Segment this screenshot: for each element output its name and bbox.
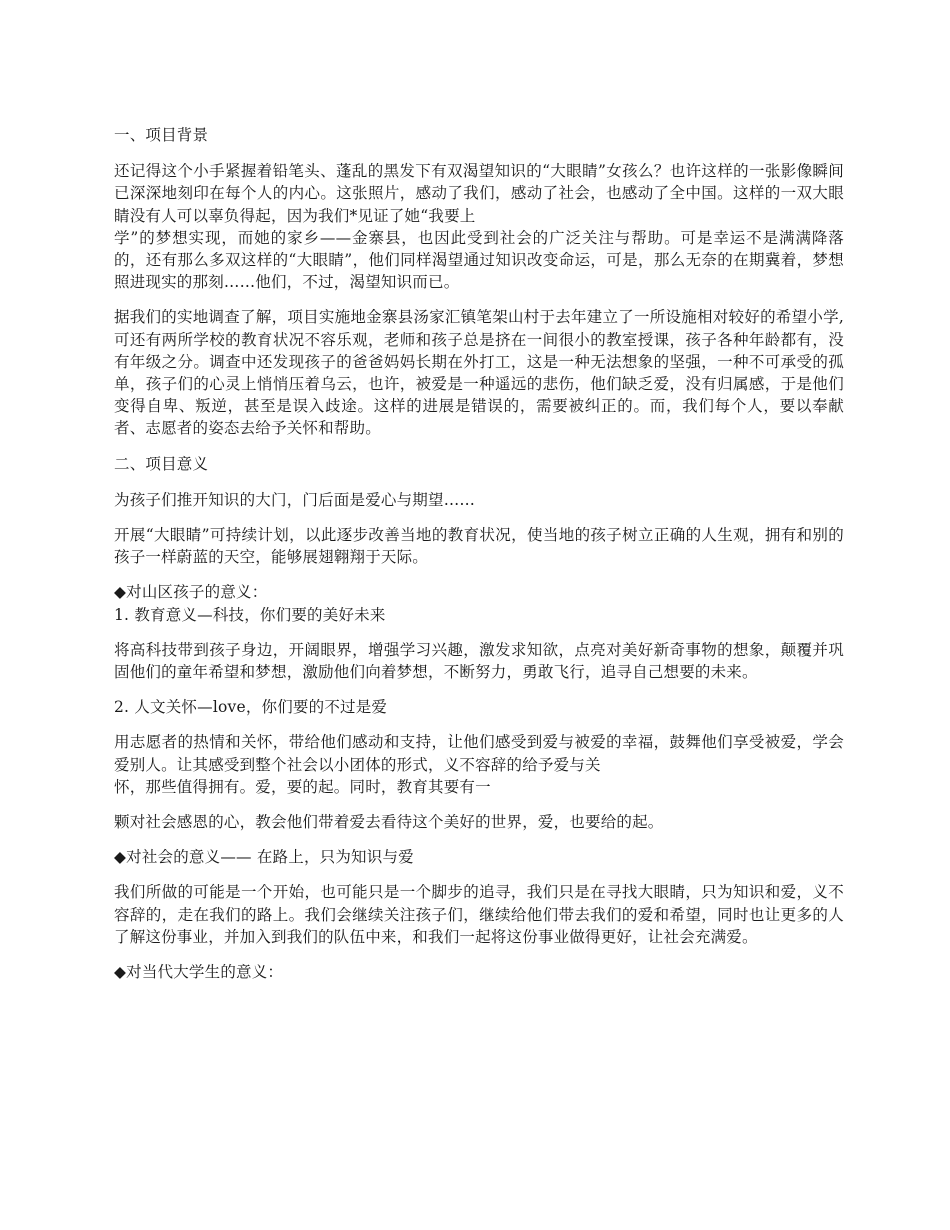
- paragraph-big-eyes-girl: 还记得这个小手紧握着铅笔头、蓬乱的黑发下有双渴望知识的“大眼睛”女孩么？也许这样的一张影像瞬间已深深地刻印在每个人的内心。这张照片，感动了我们，感动了社会，也感动了全中国。这样的一双大眼睛没有人可以辜负得起，因为我们*见证了她“我要上 学”的梦想实现，而她的家乡——金寨县，也因此受到社会的广泛关注与帮助。可是幸运不是满满降落的，还有那么多双这样的“大眼睛”，他们同样渴望通过知识改变命运，可是，那么无奈的在期冀着，梦想照进现实的那刻……他们，不过，渴望知识而已。: [114, 162, 844, 292]
- paragraph-technology: 将高科技带到孩子身边，开阔眼界，增强学习兴趣，激发求知欲，点亮对美好新奇事物的想象，颠覆并巩固他们的童年希望和梦想，激励他们向着梦想，不断努力，勇敢飞行，追寻自己想要的未来。: [114, 640, 844, 682]
- paragraph-sustainable-plan: 开展“大眼睛”可持续计划，以此逐步改善当地的教育状况，使当地的孩子树立正确的人生观，拥有和别的孩子一样蔚蓝的天空，能够展翅翱翔于天际。: [114, 526, 844, 567]
- document-page: [114, 124, 844, 983]
- subheading-society-significance: ◆对社会的意义—— 在路上，只为知识与爱: [114, 848, 414, 867]
- subheading-humanistic-care: 2. 人文关怀—love，你们要的不过是爱: [114, 698, 388, 717]
- section-heading-background: 一、项目背景: [114, 126, 209, 144]
- paragraph-on-the-road: 我们所做的可能是一个开始，也可能只是一个脚步的追寻，我们只是在寻找大眼睛，只为知识和爱，义不容辞的，走在我们的路上。我们会继续关注孩子们，继续给他们带去我们的爱和希望，同时也让更多的人了解这份事业，并加入到我们的队伍中来，和我们一起将这份事业做得更好，让社会充满爱。: [114, 883, 844, 946]
- section-heading-significance: 二、项目意义: [114, 454, 209, 473]
- subheading-students-significance: ◆对当代大学生的意义：: [114, 963, 284, 982]
- paragraph-grateful-heart: 颗对社会感恩的心，教会他们带着爱去看待这个美好的世界，爱，也要给的起。: [114, 813, 664, 832]
- subheading-education-technology: 1. 教育意义—科技，你们要的美好未来: [114, 605, 386, 624]
- paragraph-open-door: 为孩子们推开知识的大门，门后面是爱心与期望……: [114, 490, 476, 509]
- paragraph-field-survey: 据我们的实地调查了解，项目实施地金寨县汤家汇镇笔架山村于去年建立了一所设施相对较好的希望小学,可还有两所学校的教育状况不容乐观，老师和孩子总是挤在一间很小的教室授课，孩子各种年龄都有，没有年级之分。调查中还发现孩子的爸爸妈妈长期在外打工，这是一种无法想象的坚强，一种不可承受的孤单，孩子们的心灵上悄悄压着乌云，也许，被爱是一种遥远的悲伤，他们缺乏爱，没有归属感，于是他们变得自卑、叛逆，甚至是误入歧途。这样的进展是错误的，需要被纠正的。而，我们每个人，要以奉献者、志愿者的姿态去给予关怀和帮助。: [114, 308, 844, 438]
- subheading-children-significance: ◆对山区孩子的意义：: [114, 583, 268, 602]
- paragraph-volunteer-care: 用志愿者的热情和关怀，带给他们感动和支持，让他们感受到爱与被爱的幸福，鼓舞他们享受被爱，学会爱别人。让其感受到整个社会以小团体的形式，义不容辞的给予爱与关 怀，那些值得拥有。爱，要的起。同时，教育其要有一: [114, 733, 844, 796]
